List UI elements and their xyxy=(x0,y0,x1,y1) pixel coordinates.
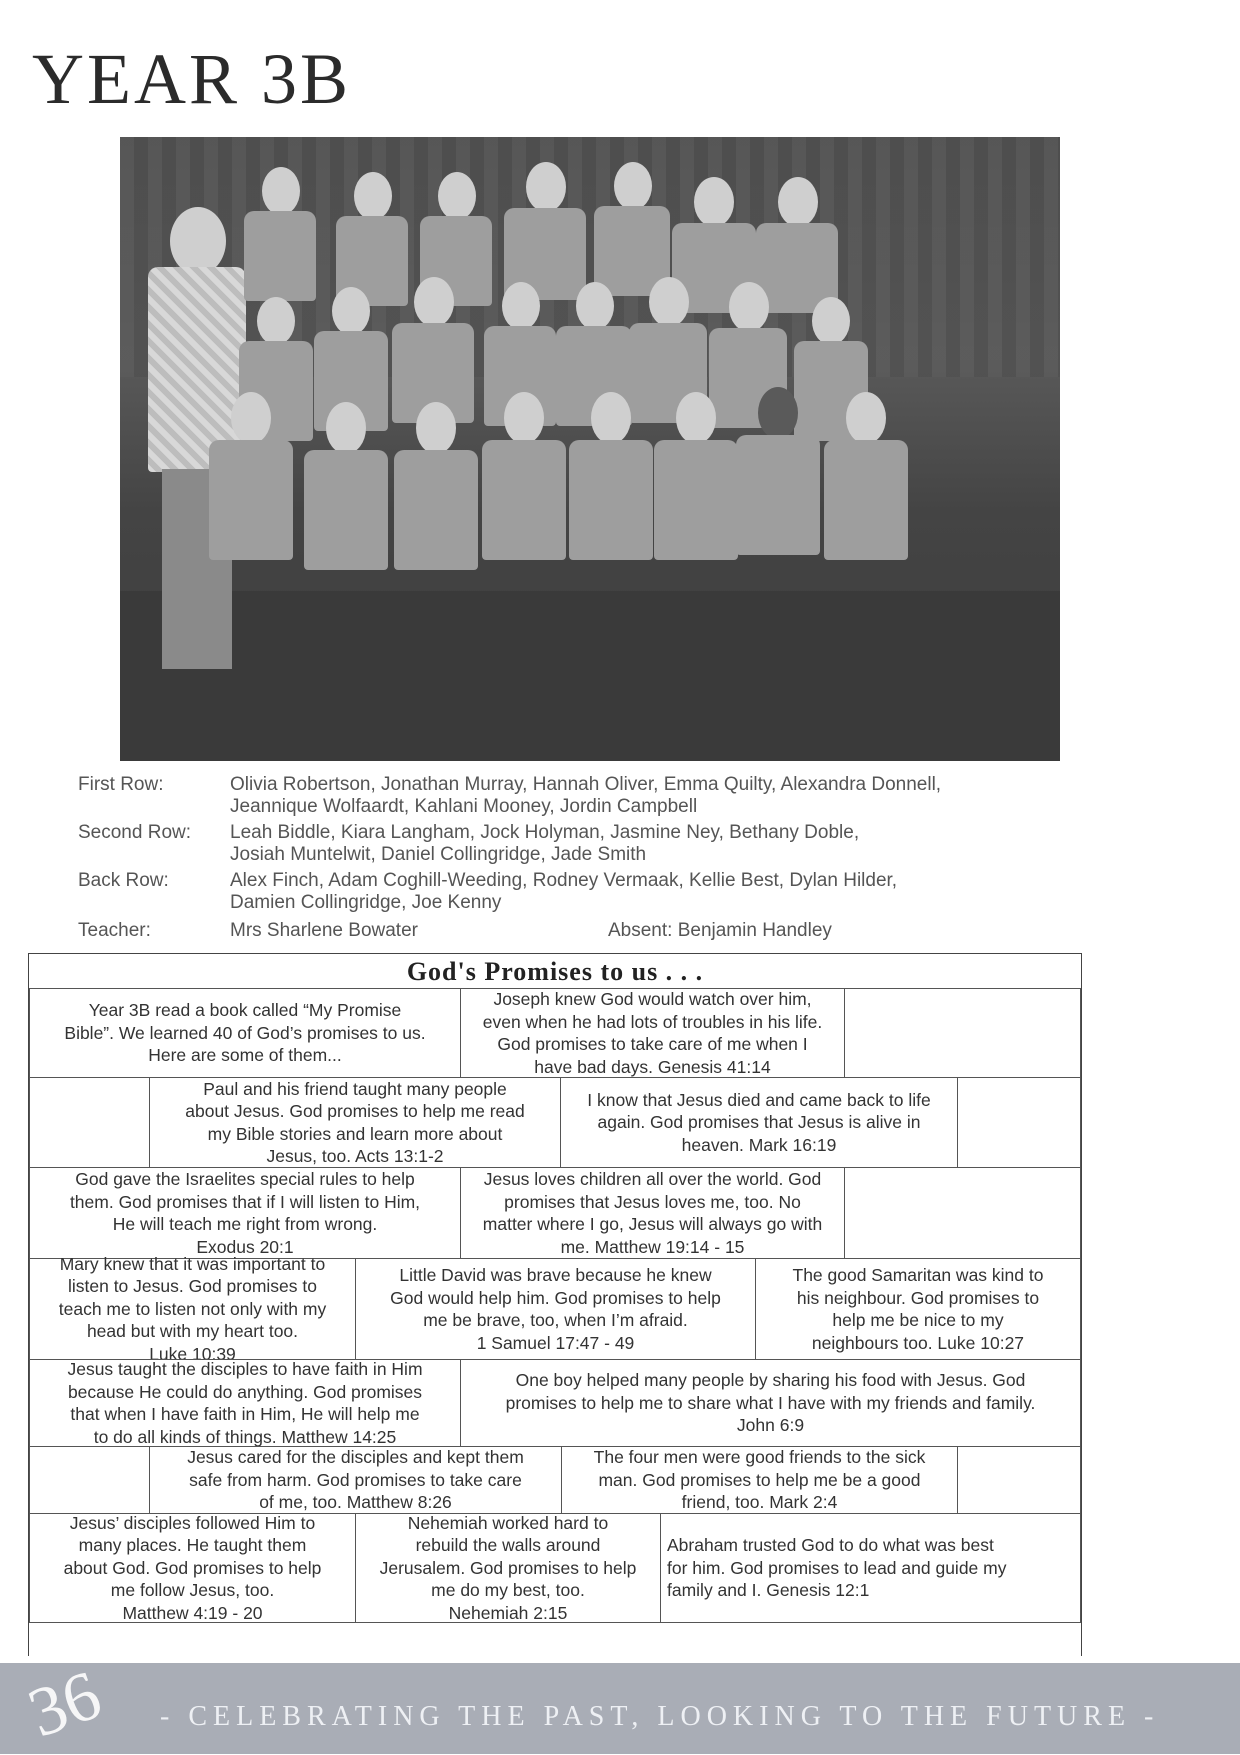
second-row-label: Second Row: xyxy=(78,822,192,843)
first-row-label: First Row: xyxy=(78,774,164,795)
promise-cell: Jesus taught the disciples to have faith in Him because He could do anything. God promises that when I have faith in Him, He will help me to do all kinds of things. Matthew 14:25 xyxy=(29,1359,461,1447)
promise-cell: The four men were good friends to the sick man. God promises to help me be a good friend, too. Mark 2:4 xyxy=(561,1446,958,1514)
student-figure xyxy=(205,392,297,642)
footer-tagline: - CELEBRATING THE PAST, LOOKING TO THE FUTURE - xyxy=(160,1701,1160,1732)
student-figure xyxy=(300,402,392,652)
student-figure xyxy=(390,402,482,652)
promise-cell: Abraham trusted God to do what was best for him. God promises to lead and guide my family and I. Genesis 12:1 xyxy=(660,1513,1081,1623)
promise-cell: Little David was brave because he knew God would help him. God promises to help me be brave, too, when I’m afraid. 1 Samuel 17:47 - 49 xyxy=(355,1258,756,1360)
promise-cell: Paul and his friend taught many people about Jesus. God promises to help me read my Bible stories and learn more about Jesus, too. Acts 13:1-2 xyxy=(149,1077,561,1168)
student-figure xyxy=(240,167,320,317)
promise-cell: God gave the Israelites special rules to help them. God promises that if I will listen to Him, He will teach me right from wrong. Exodus 20:1 xyxy=(29,1167,461,1259)
promise-cell: The good Samaritan was kind to his neighbour. God promises to help me be nice to my neighbours too. Luke 10:27 xyxy=(755,1258,1081,1360)
promise-cell: Jesus cared for the disciples and kept them safe from harm. God promises to take care of me, too. Matthew 8:26 xyxy=(149,1446,562,1514)
promise-cell: Jesus loves children all over the world. God promises that Jesus loves me, too. No matter where I go, Jesus will always go with me. Matthew 19:14 - 15 xyxy=(460,1167,845,1259)
promises-heading: God's Promises to us . . . xyxy=(29,954,1081,989)
second-row-names: Leah Biddle, Kiara Langham, Jock Holyman, Jasmine Ney, Bethany Doble, Josiah Muntelwit, Daniel Collingridge, Jade Smith xyxy=(230,822,860,865)
promise-cell-empty xyxy=(29,1446,150,1514)
promise-cell: Year 3B read a book called “My Promise Bible”. We learned 40 of God’s promises to us. Here are some of them... xyxy=(29,988,461,1078)
promise-cell: Nehemiah worked hard to rebuild the walls around Jerusalem. God promises to help me do my best, too. Nehemiah 2:15 xyxy=(355,1513,661,1623)
student-figure xyxy=(565,392,657,642)
page-number: 36 xyxy=(18,1656,111,1753)
page-title: YEAR 3B xyxy=(32,39,352,119)
promise-cell: Joseph knew God would watch over him, even when he had lots of troubles in his life. God promises to take care of me when I have bad days. Genesis 41:14 xyxy=(460,988,845,1078)
first-row-names: Olivia Robertson, Jonathan Murray, Hannah Oliver, Emma Quilty, Alexandra Donnell, Jeannique Wolfaardt, Kahlani Mooney, Jordin Campbell xyxy=(230,774,942,817)
student-figure xyxy=(478,392,570,642)
class-photo xyxy=(120,137,1060,761)
promises-panel xyxy=(28,953,1082,1656)
student-figure xyxy=(820,392,912,642)
promise-cell: One boy helped many people by sharing his food with Jesus. God promises to help me to share what I have with my friends and family. John 6:9 xyxy=(460,1359,1081,1447)
teacher-name: Mrs Sharlene Bowater xyxy=(230,920,418,941)
promise-cell-empty xyxy=(957,1446,1081,1514)
student-figure xyxy=(732,387,824,637)
promise-cell-empty xyxy=(29,1077,150,1168)
back-row-label: Back Row: xyxy=(78,870,169,891)
promise-cell: Jesus’ disciples followed Him to many places. He taught them about God. God promises to help me follow Jesus, too. Matthew 4:19 - 20 xyxy=(29,1513,356,1623)
promise-cell: I know that Jesus died and came back to life again. God promises that Jesus is alive in heaven. Mark 16:19 xyxy=(560,1077,958,1168)
back-row-names: Alex Finch, Adam Coghill-Weeding, Rodney Vermaak, Kellie Best, Dylan Hilder, Damien Collingridge, Joe Kenny xyxy=(230,870,898,913)
student-figure xyxy=(650,392,742,642)
promise-cell-empty xyxy=(844,988,1081,1078)
teacher-label: Teacher: xyxy=(78,920,151,941)
page-footer xyxy=(0,1656,1240,1754)
class-roster xyxy=(78,774,1078,942)
promise-cell: Mary knew that it was important to listen to Jesus. God promises to teach me to listen not only with my head but with my heart too. Luke 10:39 xyxy=(29,1258,356,1360)
absent-note: Absent: Benjamin Handley xyxy=(608,920,832,941)
promise-cell-empty xyxy=(957,1077,1081,1168)
promise-cell-empty xyxy=(844,1167,1081,1259)
